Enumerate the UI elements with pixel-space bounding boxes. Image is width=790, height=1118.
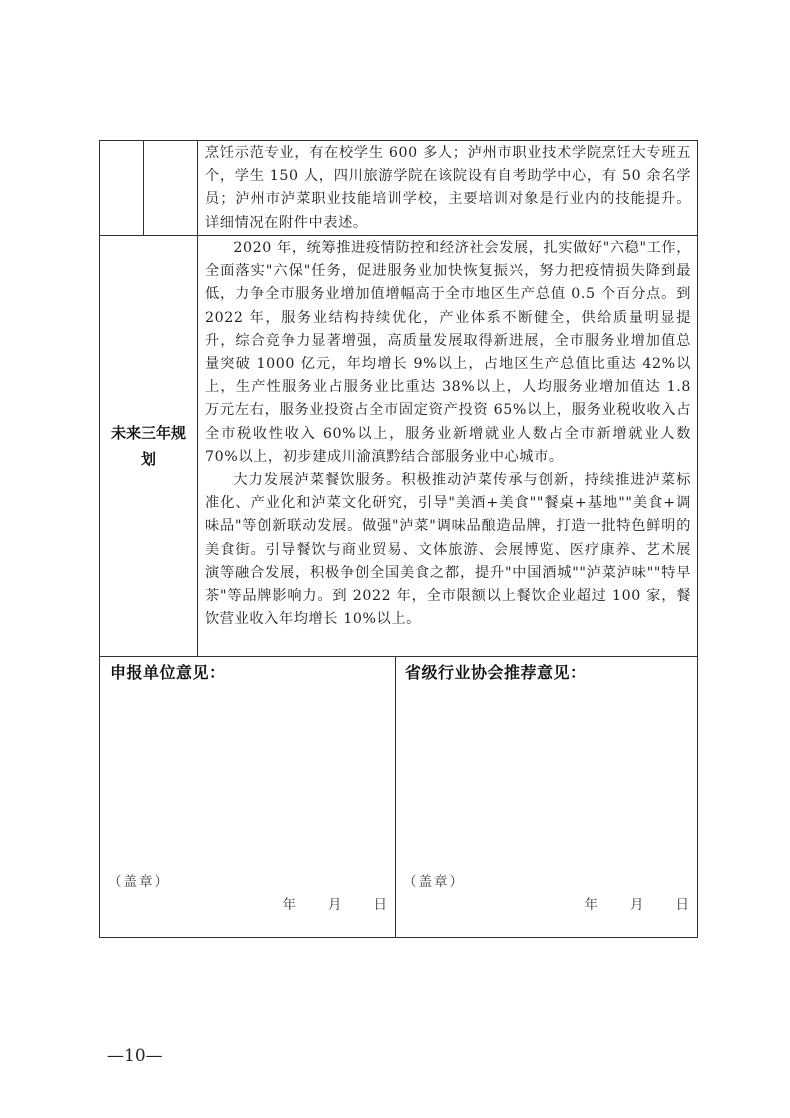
plan-paragraph-service-industry: 2020 年，统筹推进疫情防控和经济社会发展，扎实做好"六稳"工作，全面落实"六保"任务，促进服务业加快恢复振兴，努力把疫情损失降到最低，力争全市服务业增加值增幅高于全市地区生产总值 0.5 个百分点。到 2022 年，服务业结构持续优化，产业体系不断健全，供给质量明显提升，综合竞争力显著增强，高质量发展取得新进展，全市服务业增加值总量突破 1000 亿元，年均增长 9%以上，占地区生产总值比重达 42%以上，生产性服务业占服务业比重达 38%以上，人均服务业增加值达 1.8 万元左右，服务业投资占全市固定资产投资 65%以上，服务业税收收入占全市税收性收入 60%以上，服务业新增就业人数占全市新增就业人数 70%以上，初步建成川渝滇黔结合部服务业中心城市。 xyxy=(205,240,691,465)
association-date-day: 日 xyxy=(675,897,689,913)
applicant-date xyxy=(283,893,388,913)
association-date-year: 年 xyxy=(584,897,598,913)
application-form-table xyxy=(99,140,698,938)
three-year-plan-label-cell xyxy=(100,236,198,656)
empty-cell-1 xyxy=(100,141,144,235)
training-institutions-text-cell xyxy=(197,141,697,235)
training-institutions-row xyxy=(100,141,697,236)
plan-paragraph-catering: 大力发展泸菜餐饮服务。积极推动泸菜传承与创新，持续推进泸菜标准化、产业化和泸菜文化研究，引导"美酒+美食""餐桌+基地""美食+调味品"等创新联动发展。做强"泸菜"调味品酿造品牌，打造一批特色鲜明的美食街。引导餐饮与商业贸易、文体旅游、会展博览、医疗康养、艺术展演等融合发展，积极争创全国美食之都，提升"中国酒城""泸菜泸味""特早茶"等品牌影响力。到 2022 年，全市限额以上餐饮企业超过 100 家，餐饮营业收入年均增长 10%以上。 xyxy=(205,472,691,628)
three-year-plan-body xyxy=(197,236,697,656)
applicant-date-year: 年 xyxy=(282,897,296,913)
association-date-month: 月 xyxy=(630,897,644,913)
association-date xyxy=(585,893,690,913)
training-institutions-text: 烹饪示范专业，有在校学生 600 多人；泸州市职业技术学院烹饪大专班五个，学生 150 人，四川旅游学院在该院设有自考助学中心，有 50 余名学员；泸州市泸菜职业技能培训学校，主要培训对象是行业内的技能提升。详细情况在附件中表述。 xyxy=(205,145,691,231)
empty-cell-2 xyxy=(143,141,198,235)
applicant-date-day: 日 xyxy=(373,897,387,913)
page-number: —10— xyxy=(107,1046,163,1066)
applicant-opinion-cell xyxy=(100,657,396,937)
applicant-seal-label: （盖章） xyxy=(108,874,170,890)
opinions-row xyxy=(100,657,697,937)
three-year-plan-row xyxy=(100,236,697,657)
association-opinion-title: 省级行业协会推荐意见： xyxy=(405,663,587,682)
association-seal-label: （盖章） xyxy=(403,874,465,890)
association-opinion-cell xyxy=(395,657,697,937)
three-year-plan-label: 未来三年规划 xyxy=(110,424,186,468)
applicant-opinion-title: 申报单位意见： xyxy=(110,663,226,682)
applicant-date-month: 月 xyxy=(328,897,342,913)
